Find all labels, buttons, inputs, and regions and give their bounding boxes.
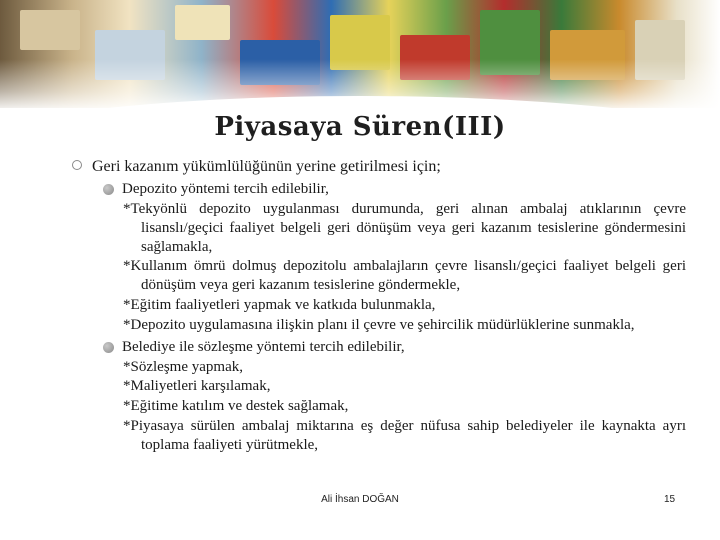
filled-circle-icon: [103, 184, 114, 195]
list-item: [72, 397, 686, 416]
list-item: [72, 296, 686, 315]
slide-body: [72, 156, 686, 455]
option-bullet-municipality: [72, 337, 686, 357]
list-item-text: *Tekyönlü depozito uygulanması durumunda, geri alınan ambalaj atıklarının çevre lisanslı/geçici faaliyet belgeli geri dönüşüm veya geri kazanım tesislerine göndermesini sağlamakla,: [123, 201, 686, 255]
list-item-text: *Kullanım ömrü dolmuş depozitolu ambalajların çevre lisanslı/geçici faaliyet belgeli geri dönüşüm veya geri kazanım tesislerine göndermekle,: [123, 258, 686, 294]
intro-text: Geri kazanım yükümlülüğünün yerine getirilmesi için;: [92, 158, 441, 175]
list-item: [72, 200, 686, 256]
list-item: [72, 358, 686, 377]
filled-circle-icon: [103, 342, 114, 353]
list-item-text: *Eğitim faaliyetleri yapmak ve katkıda bulunmakla,: [123, 296, 436, 313]
list-item-text: *Eğitime katılım ve destek sağlamak,: [123, 398, 349, 415]
hollow-circle-icon: [72, 160, 82, 170]
slide-title: Piyasaya Süren(III): [214, 112, 506, 142]
list-item-text: *Piyasaya sürülen ambalaj miktarına eş değer nüfusa sahip belediyeler ile kaynakta ayrı toplama faaliyeti yürütmekle,: [123, 417, 686, 453]
header-photo-banner: [0, 0, 720, 108]
list-item: [72, 257, 686, 295]
option-text-municipality: Belediye ile sözleşme yöntemi tercih edilebilir,: [122, 338, 405, 355]
footer-author: Ali İhsan DOĞAN: [321, 494, 399, 505]
list-item-text: *Maliyetleri karşılamak,: [123, 378, 271, 395]
list-item-text: *Sözleşme yapmak,: [123, 358, 243, 375]
footer-page-number: 15: [664, 494, 676, 505]
list-item-text: *Depozito uygulamasına ilişkin planı il çevre ve şehircilik müdürlüklerine sunmakla,: [123, 316, 635, 333]
list-item: [72, 417, 686, 455]
list-item: [72, 377, 686, 396]
option-text-deposit: Depozito yöntemi tercih edilebilir,: [122, 181, 329, 197]
list-item: [72, 316, 686, 335]
intro-bullet: [72, 156, 686, 177]
option-bullet-deposit: [72, 179, 686, 199]
